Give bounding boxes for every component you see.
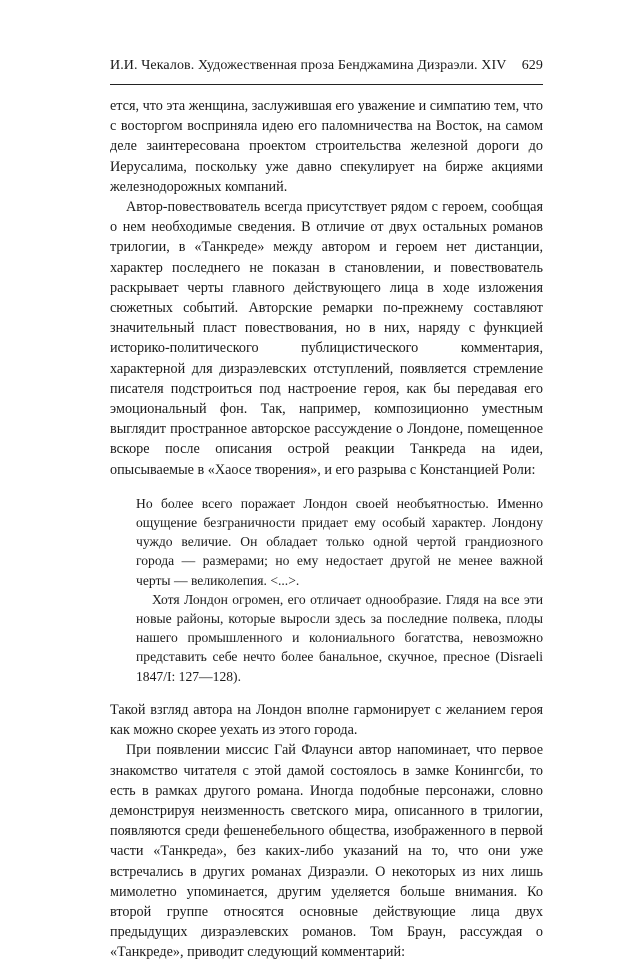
- running-header: [110, 58, 543, 80]
- page-body: [110, 96, 543, 963]
- quote-paragraph-1: Но более всего поражает Лондон своей необъятностью. Именно ощущение безграничности придает ему особый характер. Лондону чуждо величие. Он обладает только одной чертой грандиозного города — размерами; но ему недостает другой не менее важной черты — великолепия. <...>.: [136, 495, 543, 588]
- running-title: И.И. Чекалов. Художественная проза Бенджамина Дизраэли. XIV: [110, 58, 507, 73]
- paragraph-3: Такой взгляд автора на Лондон вполне гармонирует с желанием героя как можно скорее уехать из этого города.: [110, 701, 543, 739]
- block-quote: [136, 494, 543, 686]
- quote-paragraph-2: Хотя Лондон огромен, его отличает однообразие. Глядя на все эти новые районы, которые выросли здесь за последние полвека, плоды нашего промышленного и колониального богатства, невозможно представить себе нечто более банальное, скучное, пресное (Disraeli 1847/I: 127—128).: [136, 591, 543, 684]
- page-number: 629: [521, 58, 543, 73]
- paragraph-1: ется, что эта женщина, заслужившая его уважение и симпатию тем, что с восторгом восприняла идею его паломничества на Восток, на самом деле заинтересована проектом строительства железной дороги до Иерусалима, поскольку уже давно спекулирует на бирже акциями железнодорожных компаний.: [110, 98, 543, 195]
- paragraph-2: Автор-повествователь всегда присутствует рядом с героем, сообщая о нем необходимые сведения. В отличие от двух остальных романов трилогии, в «Танкреде» между автором и героем нет дистанции, характер последнего не показан в становлении, и повествователь раскрывает черты главного действующего лица в ходе изложения сюжетных событий. Авторские ремарки по-прежнему составляют значительный пласт повествования, но в них, наряду с функцией историко-политического публицистического комментария, характерной для дизраэлевских отступлений, появляется стремление писателя подстроиться под настроение героя, как бы передавая его эмоциональный фон. Так, например, композиционно уместным выглядит пространное авторское рассуждение о Лондоне, помещенное вскоре после описания острой реакции Танкреда на идеи, опысываемые в «Хаосе творения», и его разрыва с Констанцией Роли:: [110, 199, 543, 478]
- header-rule: [110, 84, 543, 85]
- paragraph-4: При появлении миссис Гай Флаунси автор напоминает, что первое знакомство читателя с этой дамой состоялось в замке Конингсби, то есть в рамках другого романа. Иногда подобные персонажи, словно демонстрируя неизменность светского мира, описанного в трилогии, появляются среди фешенебельного общества, изображенного в первой части «Танкреда», без каких-либо указаний на то, что они уже встречались в других романах Дизраэли. О некоторых из них лишь мимолетно упоминается, другим уделяется больше внимания. Ко второй группе относятся основные действующие лица двух предыдущих дизраэлевских романов. Том Браун, рассуждая о «Танкреде», приводит следующий комментарий:: [110, 742, 543, 961]
